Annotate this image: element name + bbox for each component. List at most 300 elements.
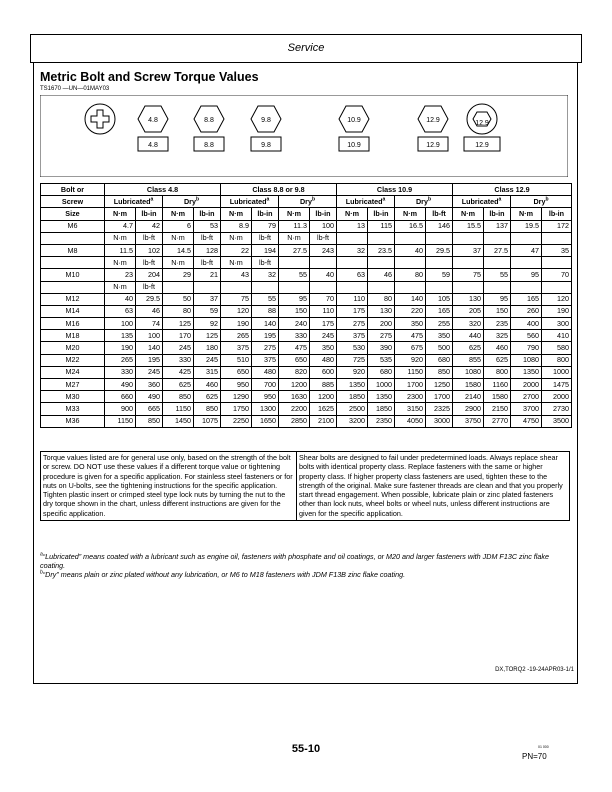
value-cell: 15.5 (453, 220, 484, 232)
value-cell: 165 (426, 305, 453, 317)
value-cell: 820 (279, 366, 310, 378)
value-cell: 1300 (252, 403, 279, 415)
header-label: Dry (183, 196, 196, 206)
empty-cell (337, 232, 368, 244)
unit-cell: lb-ft (252, 232, 279, 244)
table-row (41, 244, 572, 256)
value-cell: 2325 (426, 403, 453, 415)
empty-cell (426, 281, 453, 293)
value-cell: 4050 (395, 415, 426, 427)
header-row-condition (41, 196, 572, 208)
footnote-mark: a (266, 196, 270, 203)
value-cell: 165 (511, 293, 542, 305)
value-cell: 850 (136, 415, 163, 427)
header-unit-cell: lb-in (310, 208, 337, 220)
unit-cell: lb-ft (194, 257, 221, 269)
empty-cell (279, 281, 310, 293)
value-cell: 680 (368, 366, 395, 378)
value-cell: 260 (511, 305, 542, 317)
value-cell: 180 (194, 342, 221, 354)
value-cell: 175 (310, 318, 337, 330)
value-cell: 240 (279, 318, 310, 330)
value-cell: 40 (310, 269, 337, 281)
header-cell (453, 196, 511, 208)
value-cell: 175 (337, 305, 368, 317)
value-cell: 140 (252, 318, 279, 330)
value-cell: 190 (542, 305, 572, 317)
header-unit-cell: N·m (279, 208, 310, 220)
table-row (41, 318, 572, 330)
value-cell: 500 (426, 342, 453, 354)
value-cell: 2200 (279, 403, 310, 415)
value-cell: 375 (252, 354, 279, 366)
value-cell: 115 (368, 220, 395, 232)
value-cell: 440 (453, 330, 484, 342)
footnote-text: “Lubricated” means coated with a lubricant such as engine oil, fasteners with phosphate and oil coatings, or M20 and larger fasteners with JDM F13C zinc flake coating. (40, 552, 549, 570)
empty-cell (221, 281, 252, 293)
size-cell-empty (41, 257, 105, 269)
value-cell: 40 (395, 244, 426, 256)
value-cell: 2500 (337, 403, 368, 415)
nut-tag-10-9: 10.9 (347, 142, 361, 149)
value-cell: 220 (395, 305, 426, 317)
unit-cell: N·m (105, 232, 136, 244)
table-row (41, 342, 572, 354)
empty-cell (194, 281, 221, 293)
value-cell: 130 (368, 305, 395, 317)
value-cell: 205 (453, 305, 484, 317)
value-cell: 490 (105, 379, 136, 391)
value-cell: 63 (105, 305, 136, 317)
footnote-lubricated (40, 553, 568, 570)
size-cell: M6 (41, 220, 105, 232)
unit-change-row (41, 257, 572, 269)
value-cell: 625 (453, 342, 484, 354)
bolt-head-diagram (40, 95, 568, 177)
value-cell: 245 (310, 330, 337, 342)
pn-label: PN=70 (522, 752, 547, 761)
header-size-cell: Size (41, 208, 105, 220)
value-cell: 243 (310, 244, 337, 256)
nut-tag-12-9-b: 12.9 (475, 142, 489, 149)
value-cell: 2100 (310, 415, 337, 427)
document-reference: DX,TORQ2 -19-24APR03-1/1 (495, 667, 574, 673)
header-unit-cell: lb-in (484, 208, 511, 220)
value-cell: 625 (484, 354, 511, 366)
value-cell: 137 (484, 220, 511, 232)
value-cell: 23.5 (368, 244, 395, 256)
value-cell: 3500 (542, 415, 572, 427)
value-cell: 55 (279, 269, 310, 281)
value-cell: 375 (337, 330, 368, 342)
value-cell: 2250 (221, 415, 252, 427)
header-cell: Class 8.8 or 9.8 (221, 184, 337, 196)
empty-cell (163, 281, 194, 293)
header-unit-cell: N·m (395, 208, 426, 220)
value-cell: 1350 (337, 379, 368, 391)
header-unit-cell: lb-in (194, 208, 221, 220)
value-cell: 1850 (337, 391, 368, 403)
value-cell: 204 (136, 269, 163, 281)
value-cell: 46 (368, 269, 395, 281)
value-cell: 194 (252, 244, 279, 256)
empty-cell (252, 281, 279, 293)
value-cell: 1150 (395, 366, 426, 378)
value-cell: 190 (105, 342, 136, 354)
size-cell: M27 (41, 379, 105, 391)
value-cell: 110 (310, 305, 337, 317)
empty-cell (453, 232, 484, 244)
value-cell: 92 (194, 318, 221, 330)
size-cell: M14 (41, 305, 105, 317)
size-cell: M30 (41, 391, 105, 403)
value-cell: 1160 (484, 379, 511, 391)
value-cell: 2350 (368, 415, 395, 427)
footnote-mark: a (150, 196, 154, 203)
page-title: Metric Bolt and Screw Torque Values (40, 70, 259, 84)
empty-cell (395, 281, 426, 293)
size-cell-empty (41, 232, 105, 244)
value-cell: 75 (453, 269, 484, 281)
footnote-mark: a (40, 551, 43, 558)
empty-cell (511, 232, 542, 244)
value-cell: 850 (194, 403, 221, 415)
unit-cell: lb-ft (136, 257, 163, 269)
unit-cell: N·m (105, 281, 136, 293)
table-row (41, 330, 572, 342)
value-cell: 37 (194, 293, 221, 305)
value-cell: 1150 (105, 415, 136, 427)
value-cell: 2150 (484, 403, 511, 415)
value-cell: 172 (542, 220, 572, 232)
value-cell: 2140 (453, 391, 484, 403)
value-cell: 88 (252, 305, 279, 317)
footnote-mark: b (311, 196, 316, 203)
value-cell: 1080 (453, 366, 484, 378)
value-cell: 650 (279, 354, 310, 366)
unit-cell: N·m (163, 232, 194, 244)
header-label: Lubricated (461, 196, 499, 206)
value-cell: 625 (163, 379, 194, 391)
image-code: TS1670 —UN—01MAY03 (40, 86, 110, 92)
value-cell: 46 (136, 305, 163, 317)
head-mark-12-9: 12.9 (426, 117, 440, 124)
head-mark-9-8: 9.8 (261, 117, 271, 124)
footnote-mark: a (498, 196, 502, 203)
table-row (41, 354, 572, 366)
value-cell: 195 (136, 354, 163, 366)
value-cell: 1700 (395, 379, 426, 391)
header-cell (395, 196, 453, 208)
value-cell: 53 (194, 220, 221, 232)
header-unit-cell: N·m (511, 208, 542, 220)
value-cell: 2000 (542, 391, 572, 403)
value-cell: 275 (337, 318, 368, 330)
table-row (41, 379, 572, 391)
value-cell: 140 (136, 342, 163, 354)
footnote-mark: a (382, 196, 386, 203)
header-label: Lubricated (113, 196, 151, 206)
empty-cell (426, 232, 453, 244)
header-label: Dry (415, 196, 428, 206)
header-unit-cell: N·m (163, 208, 194, 220)
nut-tag-9-8: 9.8 (261, 142, 271, 149)
tiny-code: 01 000 (538, 745, 549, 749)
value-cell: 920 (395, 354, 426, 366)
empty-cell (542, 281, 572, 293)
value-cell: 1630 (279, 391, 310, 403)
value-cell: 140 (395, 293, 426, 305)
size-cell: M8 (41, 244, 105, 256)
header-row-units (41, 208, 572, 220)
value-cell: 50 (163, 293, 194, 305)
empty-cell (453, 257, 484, 269)
value-cell: 900 (105, 403, 136, 415)
value-cell: 1075 (194, 415, 221, 427)
value-cell: 265 (105, 354, 136, 366)
table-row (41, 415, 572, 427)
value-cell: 330 (105, 366, 136, 378)
value-cell: 1580 (453, 379, 484, 391)
size-cell: M10 (41, 269, 105, 281)
header-cell: Bolt or (41, 184, 105, 196)
value-cell: 37 (453, 244, 484, 256)
value-cell: 102 (136, 244, 163, 256)
value-cell: 625 (194, 391, 221, 403)
value-cell: 4.7 (105, 220, 136, 232)
header-rule-top (30, 34, 582, 35)
value-cell: 59 (194, 305, 221, 317)
value-cell: 27.5 (279, 244, 310, 256)
header-label: Dry (299, 196, 312, 206)
value-cell: 315 (194, 366, 221, 378)
value-cell: 100 (136, 330, 163, 342)
value-cell: 390 (368, 342, 395, 354)
value-cell: 170 (163, 330, 194, 342)
value-cell: 100 (310, 220, 337, 232)
value-cell: 8.9 (221, 220, 252, 232)
value-cell: 70 (310, 293, 337, 305)
size-cell-empty (41, 281, 105, 293)
value-cell: 130 (453, 293, 484, 305)
value-cell: 3750 (453, 415, 484, 427)
size-cell: M16 (41, 318, 105, 330)
empty-cell (337, 281, 368, 293)
value-cell: 1750 (221, 403, 252, 415)
value-cell: 79 (252, 220, 279, 232)
value-cell: 74 (136, 318, 163, 330)
value-cell: 480 (310, 354, 337, 366)
table-row (41, 293, 572, 305)
value-cell: 4750 (511, 415, 542, 427)
value-cell: 2700 (511, 391, 542, 403)
value-cell: 55 (484, 269, 511, 281)
empty-cell (279, 257, 310, 269)
header-cell: Class 4.8 (105, 184, 221, 196)
value-cell: 11.5 (105, 244, 136, 256)
value-cell: 885 (310, 379, 337, 391)
value-cell: 245 (163, 342, 194, 354)
note-torque-usage: Torque values listed are for general use only, based on the strength of the bolt or screw. DO NOT use these values if a different torque value or tightening procedure is given for a specific application. For stainless steel fasteners or for nuts on U-bolts, see the tightening instructions for the specific application. Tighten plastic insert or crimped steel type lock nuts by turning the nut to the dry torque shown in the chart, unless different instructions are given for the specific application. (41, 452, 297, 520)
head-mark-8-8: 8.8 (204, 117, 214, 124)
footnote-mark: b (40, 569, 43, 576)
value-cell: 1000 (542, 366, 572, 378)
head-mark-4-8: 4.8 (148, 117, 158, 124)
header-unit-cell: N·m (105, 208, 136, 220)
value-cell: 235 (484, 318, 511, 330)
table-row (41, 403, 572, 415)
value-cell: 42 (136, 220, 163, 232)
value-cell: 1450 (163, 415, 194, 427)
value-cell: 950 (252, 391, 279, 403)
value-cell: 2300 (395, 391, 426, 403)
value-cell: 95 (279, 293, 310, 305)
header-cell (105, 196, 163, 208)
value-cell: 950 (221, 379, 252, 391)
header-unit-cell: lb-in (252, 208, 279, 220)
value-cell: 125 (194, 330, 221, 342)
nut-tag-4-8: 4.8 (148, 142, 158, 149)
value-cell: 350 (310, 342, 337, 354)
value-cell: 675 (395, 342, 426, 354)
unit-cell: lb-ft (136, 232, 163, 244)
header-unit-cell: N·m (453, 208, 484, 220)
value-cell: 35 (542, 244, 572, 256)
value-cell: 1000 (368, 379, 395, 391)
value-cell: 1350 (368, 391, 395, 403)
value-cell: 800 (484, 366, 511, 378)
value-cell: 150 (484, 305, 511, 317)
value-cell: 700 (252, 379, 279, 391)
value-cell: 29 (163, 269, 194, 281)
value-cell: 80 (395, 269, 426, 281)
value-cell: 245 (136, 366, 163, 378)
empty-cell (542, 257, 572, 269)
size-cell: M20 (41, 342, 105, 354)
value-cell: 16.5 (395, 220, 426, 232)
unit-cell: N·m (221, 257, 252, 269)
value-cell: 475 (279, 342, 310, 354)
unit-cell: N·m (105, 257, 136, 269)
value-cell: 21 (194, 269, 221, 281)
header-unit-cell: lb-in (542, 208, 572, 220)
empty-cell (453, 281, 484, 293)
value-cell: 150 (279, 305, 310, 317)
value-cell: 128 (194, 244, 221, 256)
value-cell: 2770 (484, 415, 511, 427)
note-shear-bolts: Shear bolts are designed to fail under predetermined loads. Always replace shear bolts with identical property class. Replace fasteners with the same or higher property class. If higher property class fasteners are used, tighten these to the strength of the original. Make sure fastener threads are clean and that you properly start thread engagement. When possible, lubricate plain or zinc plated fasteners other than lock nuts, wheel bolts or wheel nuts, unless different instructions are given for the specific application. (299, 453, 563, 518)
empty-cell (368, 281, 395, 293)
table-row (41, 366, 572, 378)
value-cell: 330 (163, 354, 194, 366)
size-cell: M33 (41, 403, 105, 415)
nut-tag-8-8: 8.8 (204, 142, 214, 149)
unit-change-row (41, 232, 572, 244)
value-cell: 350 (426, 330, 453, 342)
value-cell: 95 (484, 293, 511, 305)
value-cell: 490 (136, 391, 163, 403)
table-row (41, 269, 572, 281)
value-cell: 320 (453, 318, 484, 330)
value-cell: 680 (426, 354, 453, 366)
value-cell: 360 (136, 379, 163, 391)
table-row (41, 391, 572, 403)
value-cell: 460 (194, 379, 221, 391)
value-cell: 135 (105, 330, 136, 342)
value-cell: 3000 (426, 415, 453, 427)
empty-cell (511, 257, 542, 269)
value-cell: 11.3 (279, 220, 310, 232)
value-cell: 200 (368, 318, 395, 330)
value-cell: 100 (105, 318, 136, 330)
value-cell: 70 (542, 269, 572, 281)
value-cell: 146 (426, 220, 453, 232)
value-cell: 27.5 (484, 244, 511, 256)
value-cell: 300 (542, 318, 572, 330)
value-cell: 14.5 (163, 244, 194, 256)
value-cell: 1625 (310, 403, 337, 415)
value-cell: 265 (221, 330, 252, 342)
value-cell: 32 (252, 269, 279, 281)
header-unit-cell: lb-in (368, 208, 395, 220)
unit-cell: lb-ft (310, 232, 337, 244)
header-unit-cell: N·m (337, 208, 368, 220)
empty-cell (395, 232, 426, 244)
value-cell: 790 (511, 342, 542, 354)
value-cell: 600 (310, 366, 337, 378)
value-cell: 3150 (395, 403, 426, 415)
header-row-class (41, 184, 572, 196)
value-cell: 350 (395, 318, 426, 330)
value-cell: 55 (252, 293, 279, 305)
header-label: Lubricated (229, 196, 267, 206)
value-cell: 80 (163, 305, 194, 317)
value-cell: 475 (395, 330, 426, 342)
header-label: Dry (533, 196, 546, 206)
value-cell: 22 (221, 244, 252, 256)
value-cell: 1250 (426, 379, 453, 391)
value-cell: 29.5 (426, 244, 453, 256)
empty-cell (310, 281, 337, 293)
header-unit-cell: lb-ft (426, 208, 453, 220)
section-header: Service (287, 42, 325, 54)
unit-cell: lb-ft (252, 257, 279, 269)
torque-table (40, 183, 572, 428)
unit-change-row (41, 281, 572, 293)
unit-cell: N·m (163, 257, 194, 269)
value-cell: 1290 (221, 391, 252, 403)
footnote-dry (40, 571, 568, 580)
unit-cell: lb-ft (136, 281, 163, 293)
value-cell: 23 (105, 269, 136, 281)
value-cell: 255 (426, 318, 453, 330)
value-cell: 29.5 (136, 293, 163, 305)
value-cell: 3700 (511, 403, 542, 415)
header-cell: Screw (41, 196, 105, 208)
empty-cell (368, 232, 395, 244)
value-cell: 665 (136, 403, 163, 415)
general-notes (40, 451, 570, 521)
header-cell (337, 196, 395, 208)
header-cell (221, 196, 279, 208)
value-cell: 120 (542, 293, 572, 305)
footnote-mark: b (427, 196, 432, 203)
value-cell: 120 (221, 305, 252, 317)
value-cell: 325 (484, 330, 511, 342)
value-cell: 19.5 (511, 220, 542, 232)
unit-cell: N·m (279, 232, 310, 244)
value-cell: 460 (484, 342, 511, 354)
